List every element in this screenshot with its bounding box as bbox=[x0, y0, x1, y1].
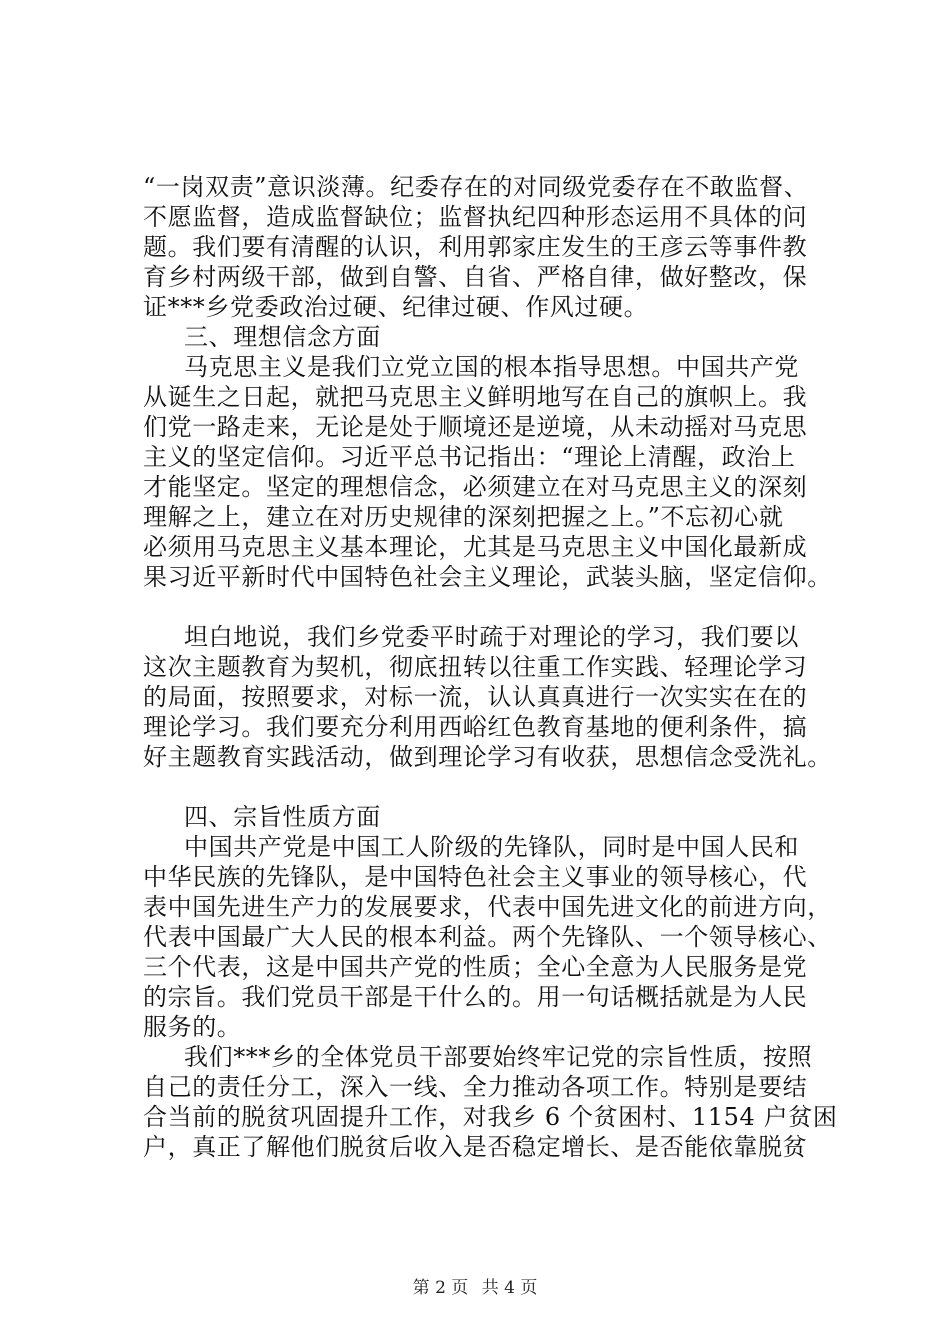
page-number: 第 2 页 bbox=[412, 1278, 469, 1298]
section-heading-ideals: 三、理想信念方面 bbox=[184, 323, 381, 351]
text-line: 自己的责任分工，深入一线、全力推动各项工作。特别是要结 bbox=[143, 1073, 808, 1101]
text-line: 果习近平新时代中国特色社会主义理论，武装头脑，坚定信仰。 bbox=[143, 563, 832, 591]
text-line: 题。我们要有清醒的认识，利用郭家庄发生的王彦云等事件教 bbox=[143, 233, 808, 261]
text-line: 从诞生之日起，就把马克思主义鲜明地写在自己的旗帜上。我 bbox=[143, 383, 808, 411]
text-line: 代表中国最广大人民的根本利益。两个先锋队、一个领导核心、 bbox=[143, 923, 832, 951]
text-line: 三个代表，这是中国共产党的性质；全心全意为人民服务是党 bbox=[143, 953, 808, 981]
text-line: 育乡村两级干部，做到自警、自省、严格自律，做好整改，保 bbox=[143, 263, 808, 291]
text-line: 证***乡党委政治过硬、纪律过硬、作风过硬。 bbox=[143, 293, 649, 321]
text-line: 的局面，按照要求，对标一流，认认真真进行一次实实在在的 bbox=[143, 683, 808, 711]
text-line: 理解之上，建立在对历史规律的深刻把握之上。”不忘初心就 bbox=[143, 503, 784, 531]
paragraph-gap bbox=[143, 592, 823, 622]
text-line: 主义的坚定信仰。习近平总书记指出：“理论上清醒，政治上 bbox=[143, 443, 796, 471]
paragraph-gap bbox=[143, 772, 823, 802]
text-line: 坦白地说，我们乡党委平时疏于对理论的学习，我们要以 bbox=[184, 623, 799, 651]
text-line: 我们***乡的全体党员干部要始终牢记党的宗旨性质，按照 bbox=[184, 1043, 813, 1071]
text-line: 好主题教育实践活动，做到理论学习有收获，思想信念受洗礼。 bbox=[143, 743, 832, 771]
text-line: 户，真正了解他们脱贫后收入是否稳定增长、是否能依靠脱贫 bbox=[143, 1133, 808, 1161]
text-line: 理论学习。我们要充分利用西峪红色教育基地的便利条件，搞 bbox=[143, 713, 808, 741]
text-line: 不愿监督，造成监督缺位；监督执纪四种形态运用不具体的问 bbox=[143, 203, 808, 231]
text-line: 合当前的脱贫巩固提升工作，对我乡 6 个贫困村、1154 户贫困 bbox=[143, 1103, 838, 1131]
text-line: 们党一路走来，无论是处于顺境还是逆境，从未动摇对马克思 bbox=[143, 413, 808, 441]
text-line: 才能坚定。坚定的理想信念，必须建立在对马克思主义的深刻 bbox=[143, 473, 808, 501]
text-line: 的宗旨。我们党员干部是干什么的。用一句话概括就是为人民 bbox=[143, 983, 808, 1011]
section-heading-purpose: 四、宗旨性质方面 bbox=[184, 803, 381, 831]
text-line: 这次主题教育为契机，彻底扭转以往重工作实践、轻理论学习 bbox=[143, 653, 808, 681]
text-line: 中国共产党是中国工人阶级的先锋队，同时是中国人民和 bbox=[184, 833, 799, 861]
page-total: 共 4 页 bbox=[481, 1278, 538, 1298]
text-line: 服务的。 bbox=[143, 1013, 242, 1041]
text-line: “一岗双责”意识淡薄。纪委存在的对同级党委存在不敢监督、 bbox=[143, 173, 809, 201]
text-line: 必须用马克思主义基本理论，尤其是马克思主义中国化最新成 bbox=[143, 533, 808, 561]
page-footer bbox=[0, 1278, 950, 1298]
text-line: 表中国先进生产力的发展要求，代表中国先进文化的前进方向， bbox=[143, 893, 832, 921]
text-line: 马克思主义是我们立党立国的根本指导思想。中国共产党 bbox=[184, 353, 799, 381]
document-body bbox=[143, 172, 838, 1162]
text-line: 中华民族的先锋队，是中国特色社会主义事业的领导核心，代 bbox=[143, 863, 808, 891]
